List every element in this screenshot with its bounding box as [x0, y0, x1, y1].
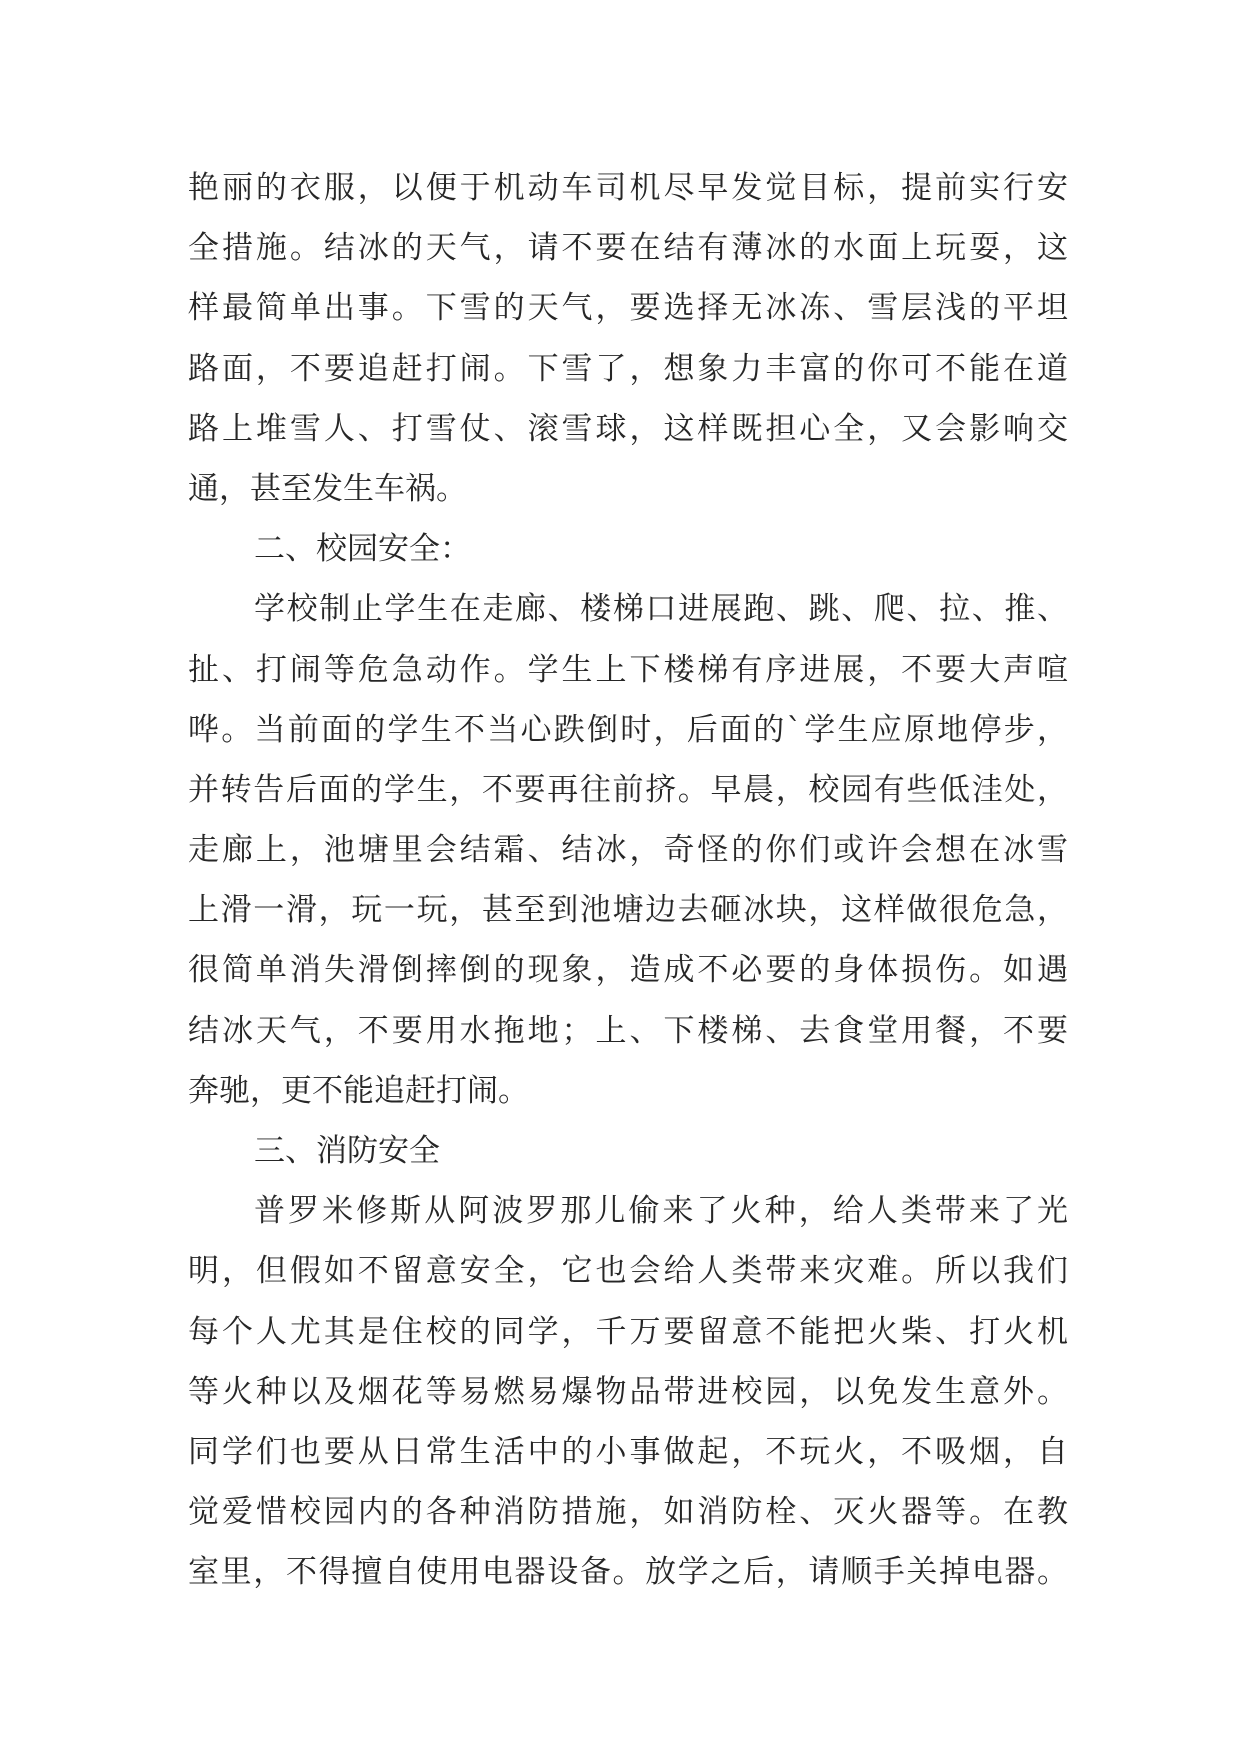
body-line: 同学们也要从日常生活中的小事做起，不玩火，不吸烟，自: [188, 1433, 1068, 1470]
body-line: 很简单消失滑倒摔倒的现象，造成不必要的身体损伤。如遇: [188, 952, 1068, 989]
body-line: 学校制止学生在走廊、楼梯口进展跑、跳、爬、拉、推、: [254, 591, 1068, 628]
body-line: 艳丽的衣服，以便于机动车司机尽早发觉目标，提前实行安: [188, 170, 1068, 206]
body-line: 奔驰，更不能追赶打闹。: [188, 1072, 529, 1109]
body-line: 室里，不得擅自使用电器设备。放学之后，请顺手关掉电器。: [188, 1554, 1068, 1591]
body-line: 全措施。结冰的天气，请不要在结有薄冰的水面上玩耍，这: [188, 230, 1068, 267]
body-line: 觉爱惜校园内的各种消防措施，如消防栓、灭火器等。在教: [188, 1494, 1068, 1531]
body-line: 结冰天气，不要用水拖地；上、下楼梯、去食堂用餐，不要: [188, 1012, 1068, 1049]
body-line: 扯、打闹等危急动作。学生上下楼梯有序进展，不要大声喧: [188, 651, 1068, 688]
body-line: 路面，不要追赶打闹。下雪了，想象力丰富的你可不能在道: [188, 350, 1068, 387]
document-body: [188, 158, 1068, 1603]
body-line: 路上堆雪人、打雪仗、滚雪球，这样既担心全，又会影响交: [188, 410, 1068, 447]
body-line: 通，甚至发生车祸。: [188, 470, 467, 507]
body-line: 样最简单出事。下雪的天气，要选择无冰冻、雪层浅的平坦: [188, 290, 1068, 327]
body-line: 并转告后面的学生，不要再往前挤。早晨，校园有些低洼处，: [188, 771, 1068, 808]
body-line: 走廊上，池塘里会结霜、结冰，奇怪的你们或许会想在冰雪: [188, 832, 1068, 869]
body-line: 上滑一滑，玩一玩，甚至到池塘边去砸冰块，这样做很危急，: [188, 892, 1068, 929]
body-line: 等火种以及烟花等易燃易爆物品带进校园，以免发生意外。: [188, 1373, 1068, 1410]
section-heading: 二、校园安全：: [254, 531, 471, 568]
body-line: 哗。当前面的学生不当心跌倒时，后面的`学生应原地停步，: [188, 711, 1068, 748]
body-line: 明，但假如不留意安全，它也会给人类带来灾难。所以我们: [188, 1253, 1068, 1290]
body-line: 每个人尤其是住校的同学，千万要留意不能把火柴、打火机: [188, 1313, 1068, 1350]
body-line: 普罗米修斯从阿波罗那儿偷来了火种，给人类带来了光: [254, 1193, 1068, 1230]
section-heading: 三、消防安全: [254, 1133, 440, 1169]
